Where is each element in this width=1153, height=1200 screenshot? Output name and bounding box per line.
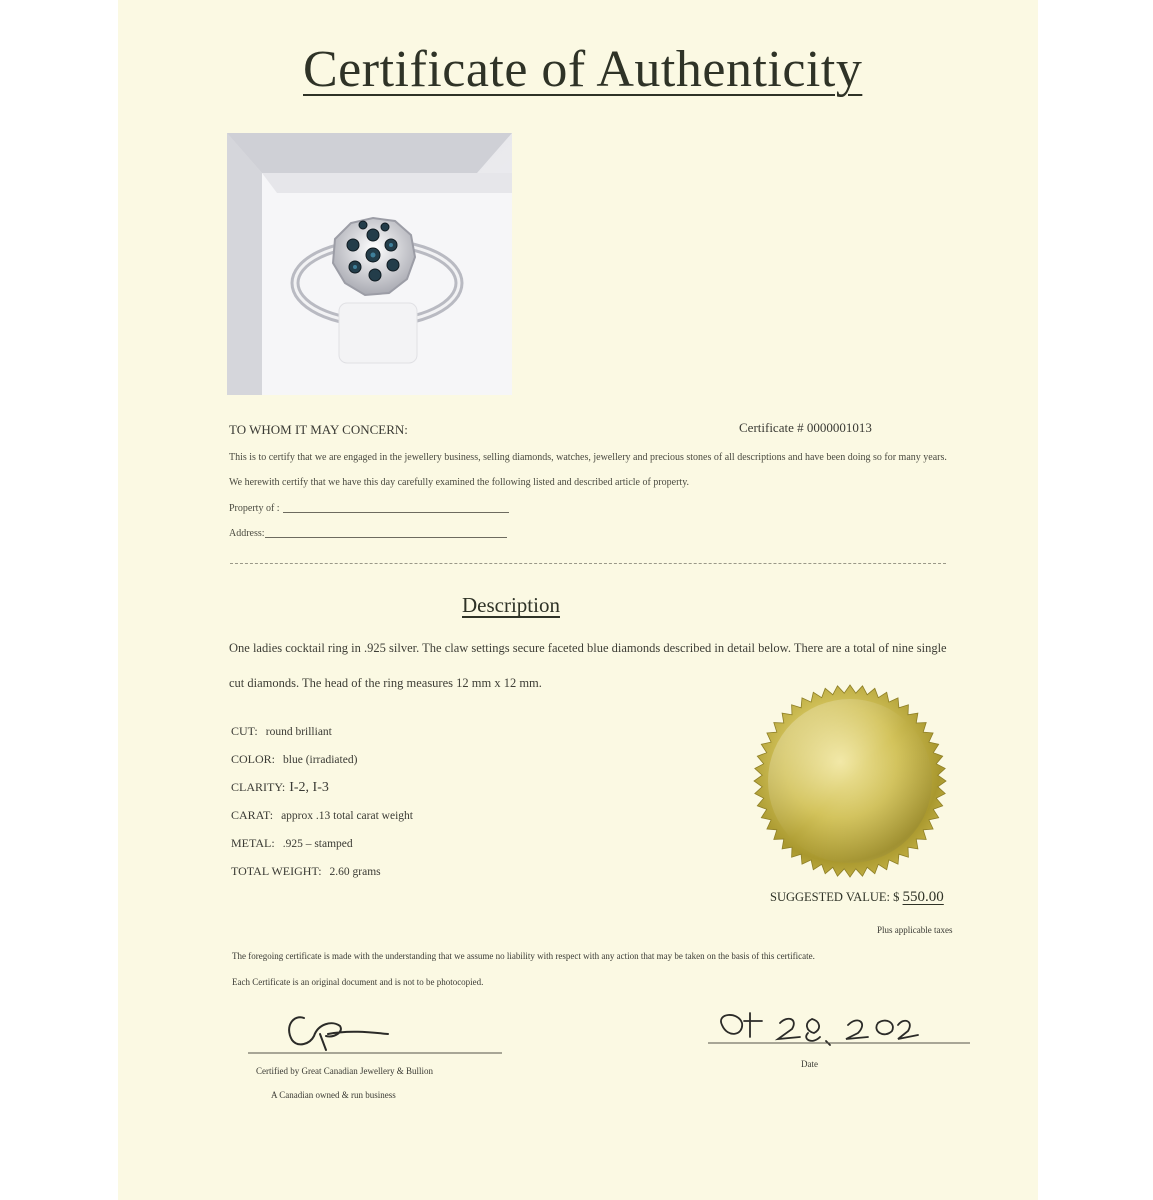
address-line <box>265 537 507 538</box>
spec-value: I-2, I-3 <box>289 780 329 795</box>
date-label: Date <box>801 1059 818 1069</box>
address-label: Address: <box>229 528 265 539</box>
spec-value: approx .13 total carat weight <box>281 810 413 822</box>
intro-line-1: This is to certify that we are engaged in the jewellery business, selling diamonds, watches, jewellery and precious stones of all descriptions and have been doing so for many years. <box>229 452 947 463</box>
spec-clarity <box>231 778 329 796</box>
disclaimer-2: Each Certificate is an original document and is not to be photocopied. <box>232 977 484 987</box>
suggested-value-amount: 550.00 <box>902 889 944 905</box>
spec-label: CLARITY: <box>231 780 286 794</box>
spec-label: METAL: <box>231 836 275 850</box>
spec-label: COLOR: <box>231 752 276 766</box>
product-photo <box>227 133 512 395</box>
certified-by: Certified by Great Canadian Jewellery & Bullion <box>256 1066 433 1076</box>
handwritten-date <box>708 1005 974 1049</box>
certificate-title: Certificate of Authenticity <box>303 41 863 98</box>
suggested-value <box>770 889 944 906</box>
spec-value: blue (irradiated) <box>283 754 358 766</box>
spec-value: .925 – stamped <box>282 838 353 850</box>
spec-metal <box>231 834 353 852</box>
taxes-note: Plus applicable taxes <box>877 925 953 935</box>
spec-total-weight <box>231 862 381 880</box>
certificate-number: Certificate # 0000001013 <box>739 420 872 435</box>
disclaimer-1: The foregoing certificate is made with the understanding that we assume no liability with respect with any action that may be taken on the basis of this certificate. <box>232 951 815 961</box>
spec-value: 2.60 grams <box>329 866 381 878</box>
spec-label: TOTAL WEIGHT: <box>231 864 322 878</box>
addressee: TO WHOM IT MAY CONCERN: <box>229 422 408 437</box>
property-line <box>283 512 509 513</box>
description-title: Description <box>462 593 560 617</box>
spec-color <box>231 750 357 768</box>
intro-line-2: We herewith certify that we have this day carefully examined the following listed and described article of property. <box>229 477 690 488</box>
business-note: A Canadian owned & run business <box>271 1090 396 1100</box>
spec-cut <box>231 722 332 740</box>
signature <box>248 1004 508 1056</box>
spec-value: round brilliant <box>265 726 332 738</box>
property-label: Property of : <box>229 503 280 514</box>
suggested-value-label: SUGGESTED VALUE: $ <box>770 890 900 904</box>
section-divider <box>230 563 946 564</box>
spec-label: CUT: <box>231 724 258 738</box>
spec-label: CARAT: <box>231 808 274 822</box>
description-line-2: cut diamonds. The head of the ring measures 12 mm x 12 mm. <box>229 676 542 690</box>
spec-carat <box>231 806 413 824</box>
description-line-1: One ladies cocktail ring in .925 silver. The claw settings secure faceted blue diamonds described in detail below. There are a total of nine single <box>229 641 947 655</box>
gold-seal <box>752 683 948 879</box>
